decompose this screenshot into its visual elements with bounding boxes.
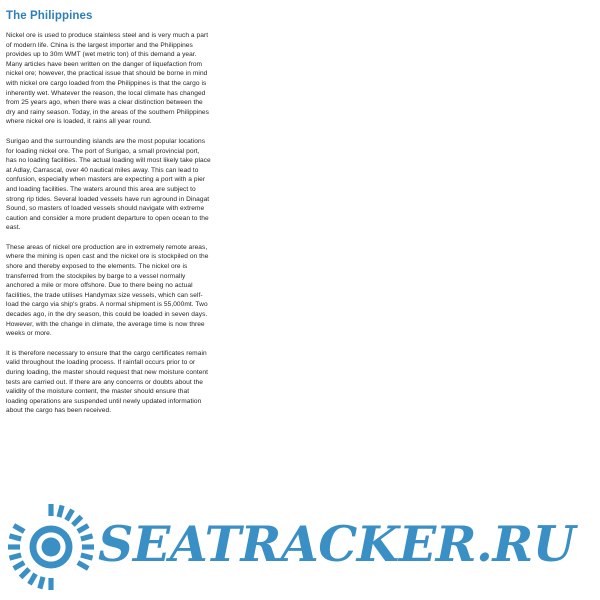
- paragraph: It is therefore necessary to ensure that the cargo certificates remain valid throughout the loading process. If rainfall occurs prior to or during loading, the master should request that new moisture content tests are carried out. If there are any concerns or doubts about the validity of the moisture content, the master should ensure that loading operations are suspended until newly updated information about the cargo has been received.: [6, 349, 209, 415]
- sun-burst-icon: [8, 504, 94, 590]
- paragraph: Nickel ore is used to produce stainless steel and is very much a part of modern life. China is the largest importer and the Philippines provides up to 30m WMT (wet metric ton) of this demand a year. Many articles have been written on the danger of liquefaction from nickel ore; however, the practical issue that should be borne in mind with nickel ore cargo loaded from the Philippines is that the cargo is inherently wet. Whatever the reason, the local climate has changed from 25 years ago, when there was a clear distinction between the dry and rainy season. Today, in the areas of the southern Philippines where nickel ore is loaded, it rains all year round.: [6, 32, 209, 126]
- watermark-text: SEATRACKER.RU: [98, 515, 575, 573]
- paragraph: These areas of nickel ore production are in extremely remote areas, where the mining is open cast and the nickel ore is stockpiled on the shore and thereby exposed to the elements. The nickel ore is transferred from the stockpiles by barge to a vessel normally anchored a mile or more offshore. Due to there being no actual facilities, the trade utilises Handymax size vessels, which can self-load the cargo via ship's grabs. A normal shipment is 55,000mt. Two decades ago, in the dry season, this could be loaded in seven days. However, with the change in climate, the average time is now three weeks or more.: [6, 243, 209, 338]
- page-title: The Philippines: [6, 10, 93, 22]
- article-body: [6, 10, 211, 416]
- paragraph: Surigao and the surrounding islands are the most popular locations for loading nickel ore. The port of Surigao, a small provincial port, has no loading facilities. The actual loading will most likely take place at Adlay, Carrascal, over 40 nautical miles away. This can lead to confusion, especially when masters are expecting a port with a pier and loading facilities. The waters around this area are subject to strong rip tides. Several loaded vessels have run aground in Dinagat Sound, so masters of loaded vessels should navigate with extreme caution and consider a more prudent departure to open ocean to the east.: [6, 137, 211, 232]
- watermark: [0, 500, 600, 592]
